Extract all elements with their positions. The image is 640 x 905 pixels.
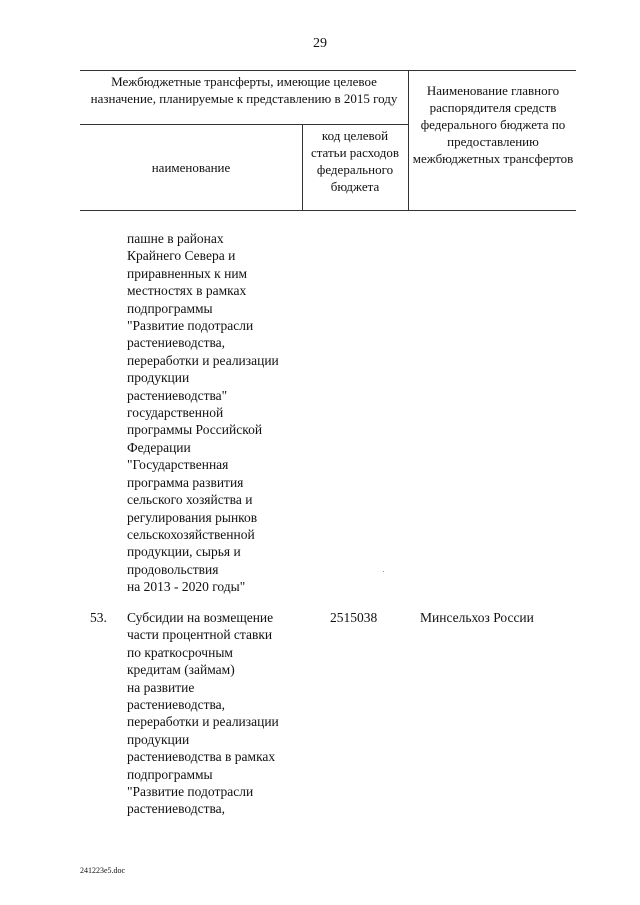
header-divider-right <box>408 70 409 210</box>
scan-speck <box>383 571 384 572</box>
header-mid-rule <box>80 124 408 125</box>
row-name-cell: Субсидии на возмещение части процентной ставки по краткосрочным кредитам (займам) на развитие растениеводства, переработки и реализации продукции растениеводства в рамках подпрограммы "Развитие подотрасли растениеводства, <box>127 610 279 817</box>
row-admin-cell: Минсельхоз России <box>420 610 534 625</box>
header-col-name: наименование <box>151 160 231 175</box>
header-col-admin: Наименование главного распорядителя средств федерального бюджета по предоставлению межбюджетных трансфертов <box>412 83 574 166</box>
footer-filename: 241223e5.doc <box>80 866 126 875</box>
header-group-title: Межбюджетные трансферты, имеющие целевое назначение, планируемые к представлению в 2015 году <box>90 74 398 106</box>
header-top-rule <box>80 70 576 71</box>
header-divider-left <box>302 124 303 210</box>
page-number: 29 <box>313 36 327 51</box>
header-col-code: код целевой статьи расходов федерального бюджета <box>310 128 400 194</box>
continuation-name-cell: пашне в районах Крайнего Севера и приравненных к ним местностях в рамках подпрограммы "Развитие подотрасли растениеводства, переработки и реализации продукции растениеводства" государственной программы Российской Федерации "Государственная программа развития сельского хозяйства и регулирования рынков сельскохозяйственной продукции, сырья и продовольствия на 2013 - 2020 годы" <box>127 231 279 595</box>
header-bottom-rule <box>80 210 576 211</box>
row-number: 53. <box>90 610 107 625</box>
row-code-cell: 2515038 <box>330 610 378 625</box>
